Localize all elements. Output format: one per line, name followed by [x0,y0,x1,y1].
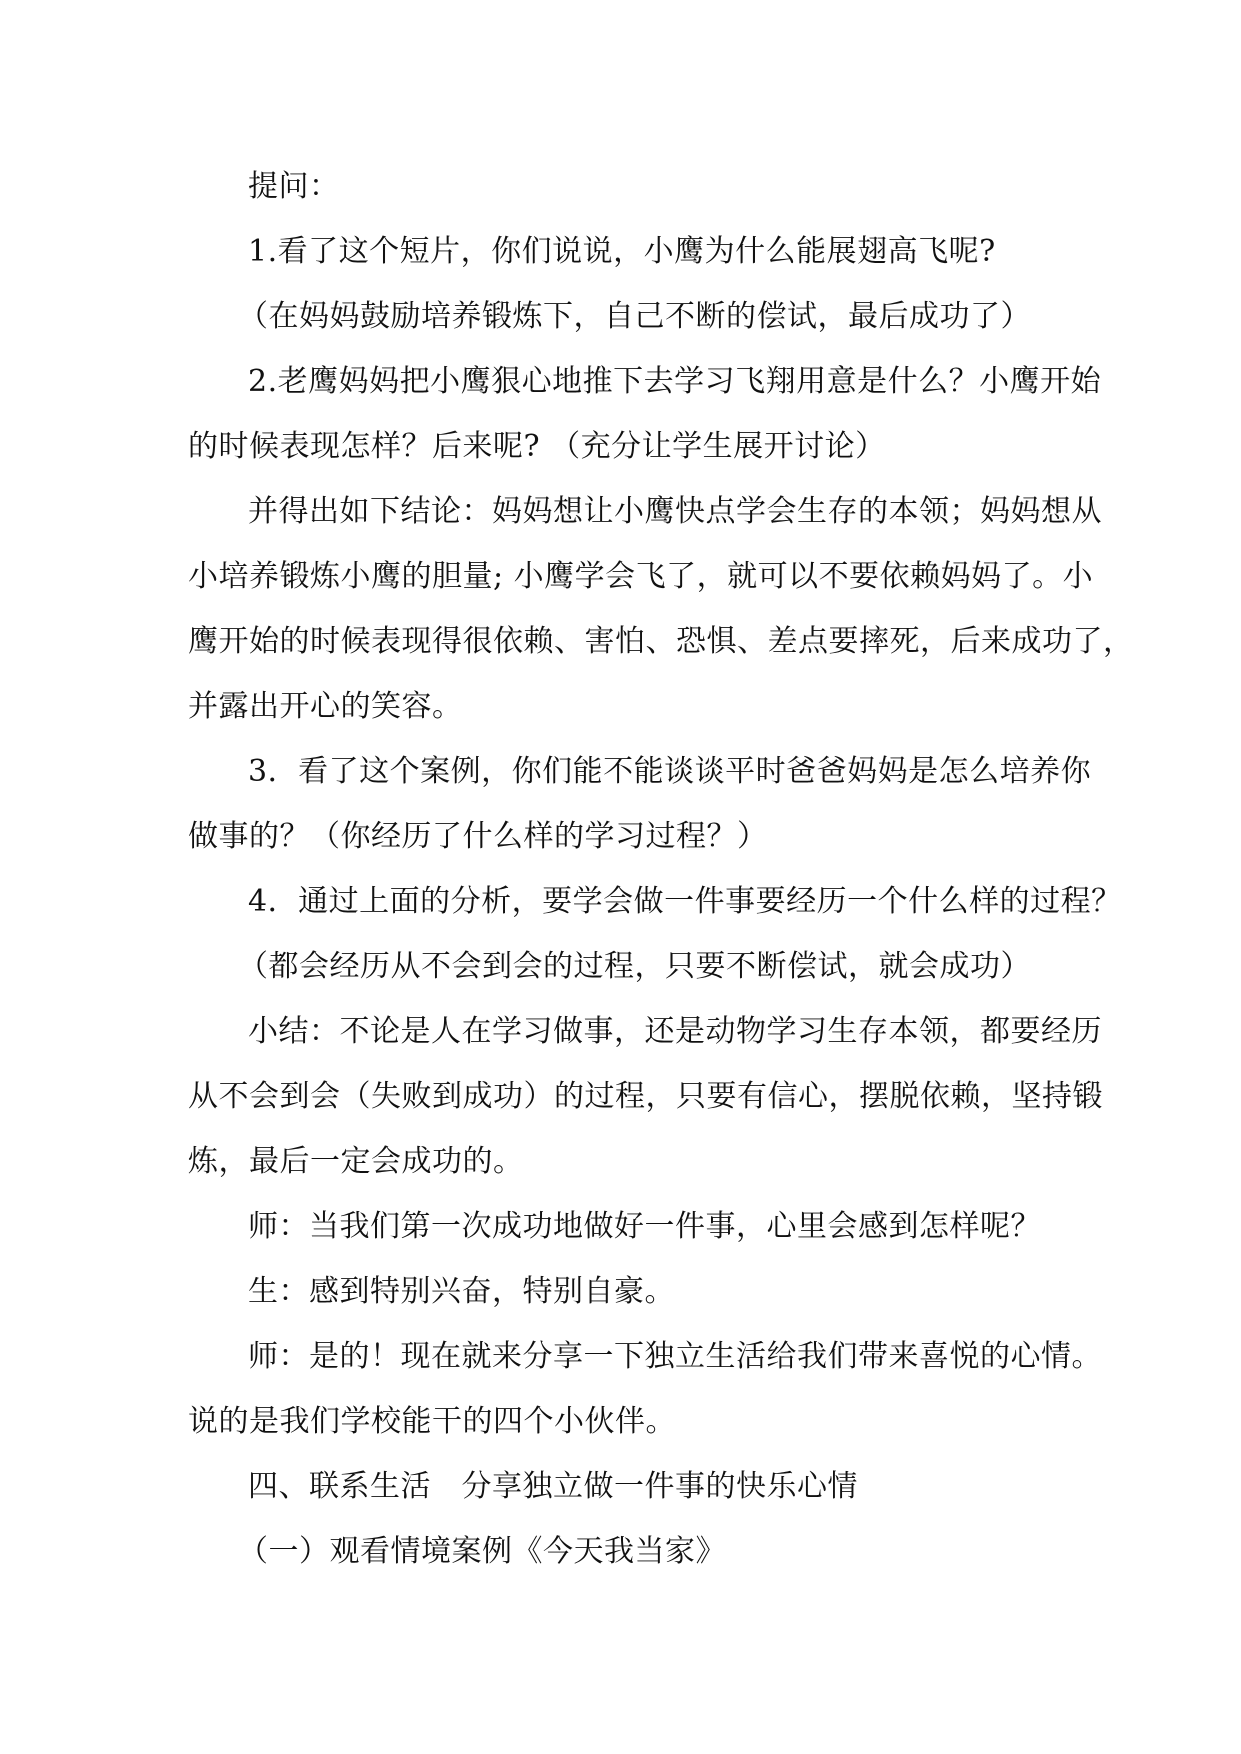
question-3-line-2: 做事的？（你经历了什么样的学习过程？） [188,819,768,854]
teacher-line-1: 师：当我们第一次成功地做好一件事，心里会感到怎样呢？ [248,1209,1041,1244]
conclusion-line-3: 鹰开始的时候表现得很依赖、害怕、恐惧、差点要摔死，后来成功了， [188,624,1134,659]
question-1: 1.看了这个短片，你们说说，小鹰为什么能展翅高飞呢? [248,234,996,269]
answer-4: （都会经历从不会到会的过程，只要不断偿试，就会成功） [238,949,1031,984]
summary-line-2: 从不会到会（失败到成功）的过程，只要有信心，摆脱依赖，坚持锻 [188,1079,1103,1114]
student-line: 生：感到特别兴奋，特别自豪。 [248,1274,675,1309]
conclusion-line-2: 小培养锻炼小鹰的胆量; 小鹰学会飞了，就可以不要依赖妈妈了。小 [188,559,1094,594]
conclusion-line-1: 并得出如下结论：妈妈想让小鹰快点学会生存的本领；妈妈想从 [248,494,1102,529]
summary-line-1: 小结：不论是人在学习做事，还是动物学习生存本领，都要经历 [248,1014,1102,1049]
question-3-line-1: 3．看了这个案例，你们能不能谈谈平时爸爸妈妈是怎么培养你 [248,754,1092,789]
teacher-line-2-cont: 说的是我们学校能干的四个小伙伴。 [188,1404,676,1439]
document-body [188,157,1134,1587]
question-4: 4．通过上面的分析，要学会做一件事要经历一个什么样的过程？ [248,884,1122,919]
summary-line-3: 炼，最后一定会成功的。 [188,1144,524,1179]
question-2-line-2: 的时候表现怎样？后来呢? （充分让学生展开讨论） [188,429,886,464]
question-heading: 提问： [248,169,340,204]
question-2-line-1: 2.老鹰妈妈把小鹰狠心地推下去学习飞翔用意是什么？小鹰开始 [248,364,1102,399]
answer-1: （在妈妈鼓励培养锻炼下，自己不断的偿试，最后成功了） [238,299,1031,334]
teacher-line-2: 师：是的！现在就来分享一下独立生活给我们带来喜悦的心情。 [248,1339,1102,1374]
subsection-heading-1: （一）观看情境案例《今天我当家》 [238,1534,726,1569]
conclusion-line-4: 并露出开心的笑容。 [188,689,463,724]
section-heading-4: 四、联系生活 分享独立做一件事的快乐心情 [248,1469,858,1504]
